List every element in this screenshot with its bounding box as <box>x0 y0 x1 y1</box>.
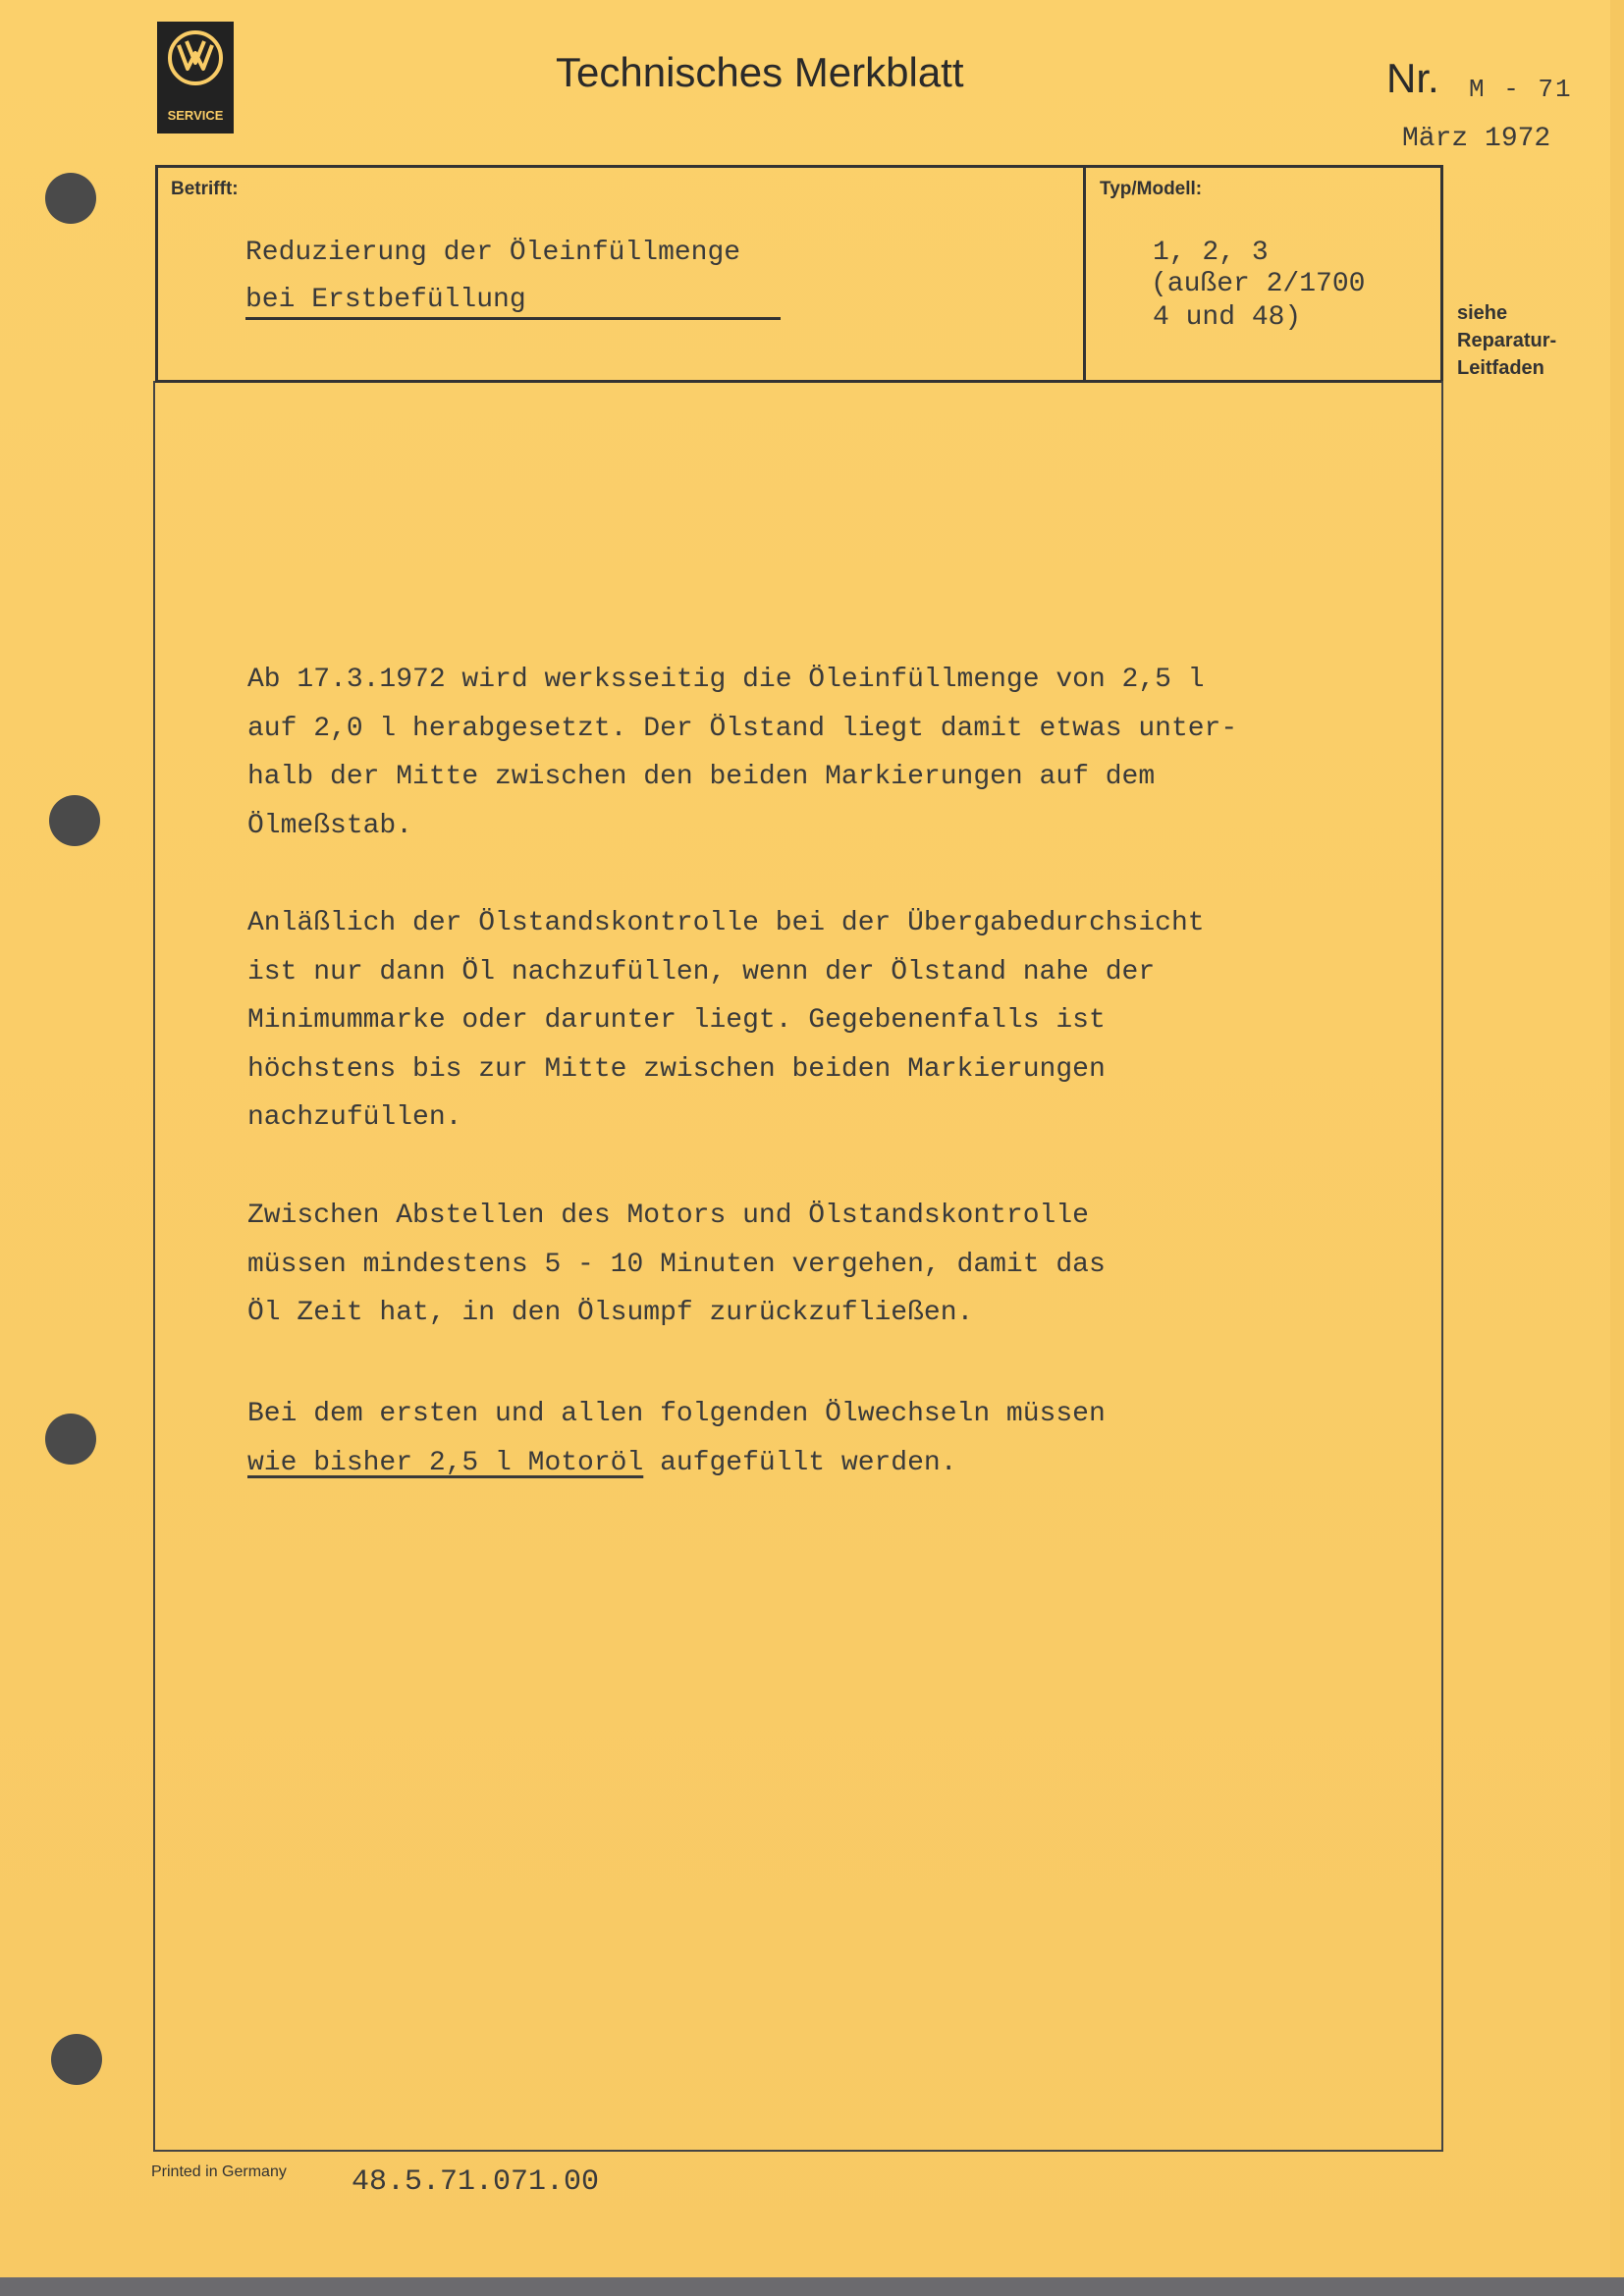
subject-box-divider <box>1083 165 1086 383</box>
paragraph-1: Ab 17.3.1972 wird werksseitig die Öleinfüllmenge von 2,5 l auf 2,0 l herabgesetzt. Der Ölstand liegt damit etwas unter- halb der Mitte zwischen den beiden Markierungen auf dem Ölmeßstab. <box>247 665 1238 841</box>
betrifft-label: Betrifft: <box>171 179 239 199</box>
paragraph-4-underlined: wie bisher 2,5 l Motoröl <box>247 1447 644 1478</box>
paragraph-4-line-1: Bei dem ersten und allen folgenden Ölwechseln müssen <box>247 1399 1106 1429</box>
document-title: Technisches Merkblatt <box>556 49 964 95</box>
paragraph-4 <box>247 1390 1377 1487</box>
punch-hole-2 <box>49 795 100 846</box>
subject-line-1: Reduzierung der Öleinfüllmenge <box>245 238 741 268</box>
model-line-2: (außer 2/1700 <box>1151 269 1366 299</box>
vw-service-logo <box>157 22 234 133</box>
part-number: 48.5.71.071.00 <box>352 2165 600 2199</box>
punch-hole-1 <box>45 173 96 224</box>
punch-hole-4 <box>51 2034 102 2085</box>
printed-in-germany: Printed in Germany <box>151 2163 287 2180</box>
subject-underline <box>245 317 781 320</box>
model-line-3: 4 und 48) <box>1153 302 1302 333</box>
typ-modell-label: Typ/Modell: <box>1100 179 1203 199</box>
logo-service-text: SERVICE <box>167 108 224 123</box>
model-line-1: 1, 2, 3 <box>1153 238 1269 268</box>
punch-hole-3 <box>45 1414 96 1465</box>
side-note-3: Leitfaden <box>1457 357 1544 379</box>
paper-right-edge <box>1610 0 1624 2296</box>
paragraph-3: Zwischen Abstellen des Motors und Ölstandskontrolle müssen mindestens 5 - 10 Minuten vergehen, damit das Öl Zeit hat, in den Ölsumpf zurückzufließen. <box>247 1201 1106 1328</box>
nr-value: M - 71 <box>1469 75 1573 104</box>
paragraph-4-rest: aufgefüllt werden. <box>643 1447 957 1478</box>
issue-date: März 1972 <box>1402 124 1551 154</box>
side-note-2: Reparatur- <box>1457 330 1557 351</box>
vw-logo-icon <box>167 29 224 86</box>
subject-line-2: bei Erstbefüllung <box>245 285 526 315</box>
paragraph-2: Anläßlich der Ölstandskontrolle bei der Übergabedurchsicht ist nur dann Öl nachzufüllen, wenn der Ölstand nahe der Minimummarke oder darunter liegt. Gegebenenfalls ist höchstens bis zur Mitte zwischen beiden Markierungen nachzufüllen. <box>247 908 1205 1133</box>
nr-label: Nr. <box>1386 55 1439 101</box>
side-note-1: siehe <box>1457 302 1508 324</box>
scan-bottom-shadow <box>0 2277 1624 2296</box>
